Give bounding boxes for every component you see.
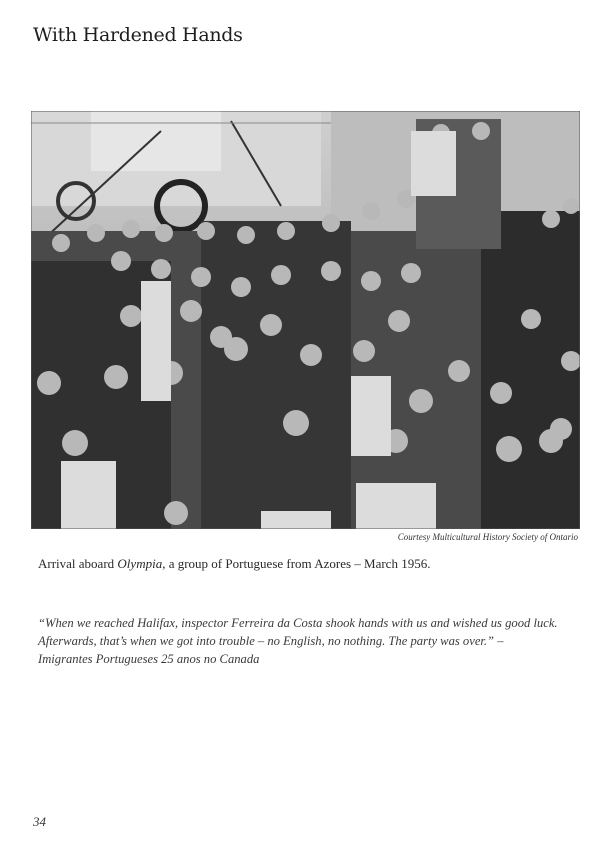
- caption-suffix: , a group of Portuguese from Azores – March 1956.: [162, 556, 431, 571]
- pull-quote: “When we reached Halifax, inspector Ferreira da Costa shook hands with us and wished us good luck. Afterwards, that’s when we got into trouble – no English, no nothing. The party was over.” – Imigrantes Portugueses 25 anos no Canada: [38, 616, 558, 666]
- ship-name: Olympia: [117, 556, 163, 571]
- running-head: With Hardened Hands: [33, 24, 243, 46]
- caption-prefix: Arrival aboard: [38, 556, 118, 571]
- photo-credit: Courtesy Multicultural History Society of Ontario: [397, 532, 578, 542]
- archival-photo: [31, 111, 580, 529]
- photo-caption: [38, 556, 578, 572]
- page-number: 34: [33, 814, 46, 829]
